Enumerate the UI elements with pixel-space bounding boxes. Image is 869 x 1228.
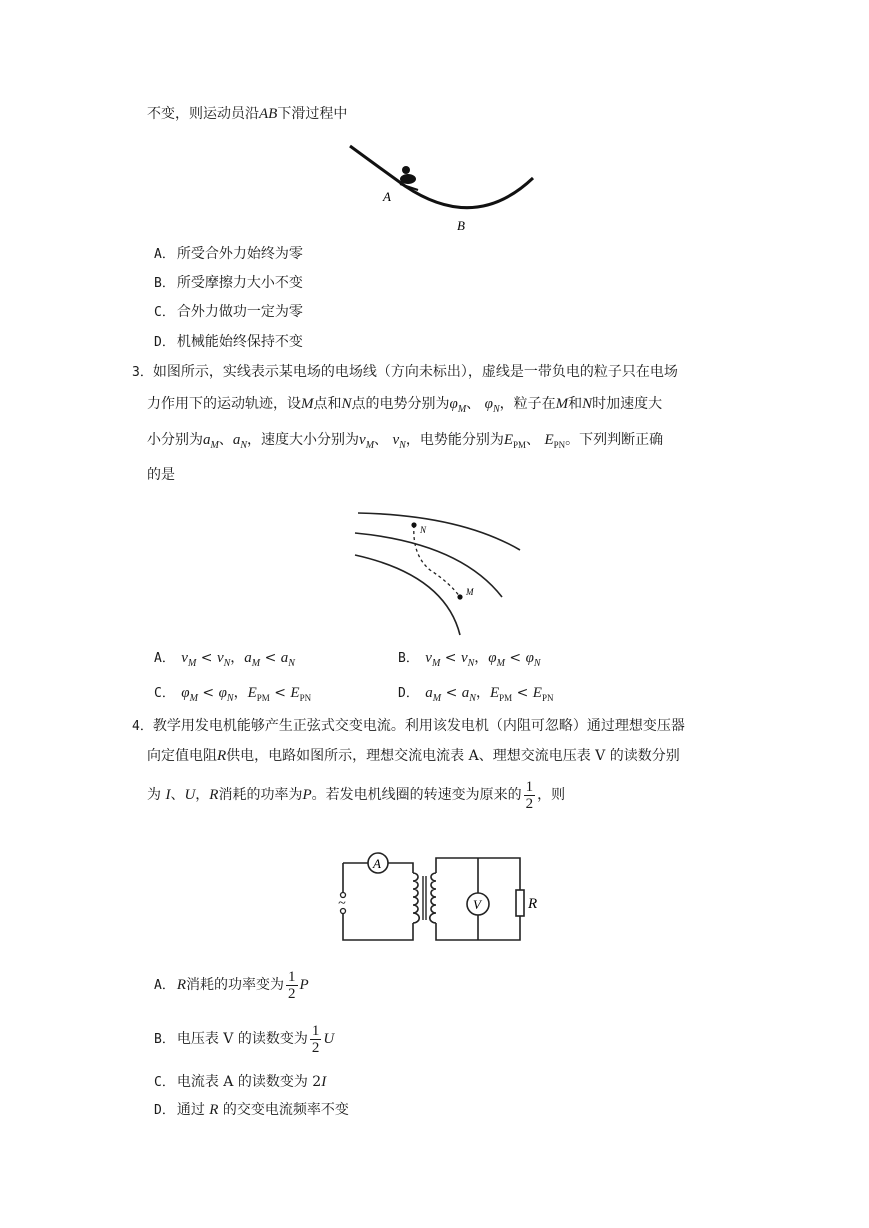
q3-option-a[interactable]: A． $v_M < v_N$，$a_M < a_N$ bbox=[154, 650, 295, 669]
figure-label-m: M bbox=[466, 587, 474, 597]
q4-option-c[interactable]: C． 电流表 A 的读数变为 2I bbox=[154, 1074, 327, 1090]
q2-option-d[interactable]: D． 机械能始终保持不变 bbox=[154, 334, 303, 350]
q2-option-b[interactable]: B． 所受摩擦力大小不变 bbox=[154, 275, 303, 291]
point-m-dot bbox=[457, 594, 462, 599]
q3-line-1: 3．如图所示，实线表示某电场的电场线（方向未标出），虚线是一带负电的粒子只在电场 bbox=[132, 364, 678, 380]
figure-label-n: N bbox=[420, 525, 427, 535]
figure-label-b: B bbox=[457, 218, 465, 233]
q4-option-a[interactable]: A． R消耗的功率变为 $\frac{1}{2}$ P bbox=[154, 968, 309, 1002]
skier-icon bbox=[400, 166, 418, 190]
figure-label-a: A bbox=[383, 189, 391, 204]
q2-figure-slope bbox=[340, 138, 550, 240]
point-n-dot bbox=[411, 522, 416, 527]
q4-line-2: 向定值电阻R供电，电路如图所示，理想交流电流表 A、理想交流电压表 V 的读数分别 bbox=[147, 748, 680, 764]
fraction-half: $\frac{1}{2}$ bbox=[525, 778, 534, 812]
q4-figure-circuit bbox=[335, 848, 545, 948]
q2-option-c[interactable]: C． 合外力做功一定为零 bbox=[154, 304, 303, 320]
q3-option-d[interactable]: D． $a_M < a_N$，$E_{PM} < E_{PN}$ bbox=[398, 685, 554, 704]
q3-line-3: 小分别为$a_M$、$a_N$，速度大小分别为$v_M$、 $v_N$，电势能分别为$E_{PM}$、 $E_{PN}$。下列判断正确 bbox=[147, 432, 664, 451]
resistor-icon bbox=[516, 890, 524, 916]
resistor-label: R bbox=[528, 896, 538, 912]
q4-option-b[interactable]: B． 电压表 V 的读数变为 $\frac{1}{2}$ U bbox=[154, 1022, 335, 1056]
voltmeter-label: V bbox=[473, 897, 481, 912]
q2-option-a[interactable]: A． 所受合外力始终为零 bbox=[154, 246, 303, 262]
q3-option-b[interactable]: B． $v_M < v_N$，$\varphi_M < \varphi_N$ bbox=[398, 650, 541, 669]
q3-line-4: 的是 bbox=[147, 467, 175, 483]
q4-line-1: 4．教学用发电机能够产生正弦式交变电流。利用该发电机（内阻可忽略）通过理想变压器 bbox=[132, 718, 685, 734]
ac-source-label: ~ bbox=[338, 896, 346, 911]
q4-option-d[interactable]: D． 通过 R 的交变电流频率不变 bbox=[154, 1102, 349, 1118]
q3-option-c[interactable]: C． $\varphi_M < \varphi_N$，$E_{PM} < E_{PN}$ bbox=[154, 685, 312, 704]
q3-line-2: 力作用下的运动轨迹，设M点和N点的电势分别为$\varphi_M$、 $\varphi_N$，粒子在M和N时加速度大 bbox=[147, 396, 663, 415]
secondary-coil-icon bbox=[430, 873, 436, 923]
primary-coil-icon bbox=[413, 873, 419, 923]
q4-line-3: 为 I、U，R消耗的功率为P。若发电机线圈的转速变为原来的 $\frac{1}{2}$ ，则 bbox=[147, 778, 566, 812]
ammeter-label: A bbox=[373, 856, 381, 871]
q2-stem-tail: 不变，则运动员沿AB下滑过程中 bbox=[147, 106, 348, 122]
q3-figure-field-lines bbox=[350, 505, 525, 640]
